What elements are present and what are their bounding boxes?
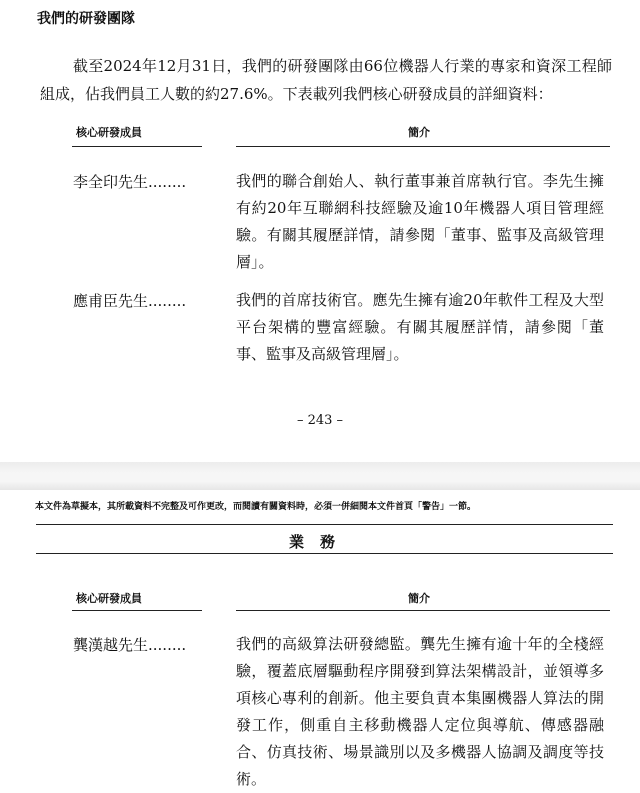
table-header-rule-left <box>72 146 202 147</box>
table-header-rule-left <box>72 610 202 611</box>
member-bio: 我們的首席技術官。應先生擁有逾20年軟件工程及大型平台架構的豐富經驗。有關其履歷詳情，請參閱「董事、監事及高級管理層」。 <box>236 291 604 363</box>
page-header-title: 業務 <box>288 533 351 551</box>
intro-paragraph: 截至2024年12月31日，我們的研發團隊由66位機器人行業的專家和資深工程師組成，佔我們員工人數的約27.6%。下表載列我們核心研發成員的詳細資料： <box>40 57 612 103</box>
member-name: 應甫臣先生........ <box>73 292 187 310</box>
table-header-rule-right <box>236 610 610 611</box>
member-bio: 我們的聯合創始人、執行董事兼首席執行官。李先生擁有約20年互聯網科技經驗及逾10年機器人項目管理經驗。有關其履歷詳情，請參閱「董事、監事及高級管理層」。 <box>236 172 604 271</box>
table-header-member: 核心研發成員 <box>76 592 142 605</box>
table-header-member: 核心研發成員 <box>76 126 142 139</box>
header-rule-bottom <box>36 553 613 554</box>
member-name: 李全印先生........ <box>73 173 187 191</box>
table-header-intro: 簡介 <box>408 592 430 605</box>
header-rule-top <box>36 524 613 525</box>
member-name: 龔漢越先生........ <box>73 636 187 654</box>
member-bio: 我們的高級算法研發總監。龔先生擁有逾十年的全棧經驗，覆蓋底層驅動程序開發到算法架構設計，並領導多項核心專利的創新。他主要負責本集團機器人算法的開發工作，側重自主移動機器人定位與導航、傳感器融合、仿真技術、場景識別以及多機器人協調及調度等技術。 <box>236 635 604 788</box>
draft-notice: 本文件為草擬本，其所載資料不完整及可作更改，而閱讀有關資料時，必須一併細閱本文件首頁「警告」一節。 <box>35 502 477 512</box>
table-header-intro: 簡介 <box>408 126 430 139</box>
section-heading: 我們的研發團隊 <box>37 11 135 27</box>
table-header-rule-right <box>236 146 610 147</box>
page-number: – 243 – <box>296 413 344 428</box>
page-break <box>0 462 640 490</box>
